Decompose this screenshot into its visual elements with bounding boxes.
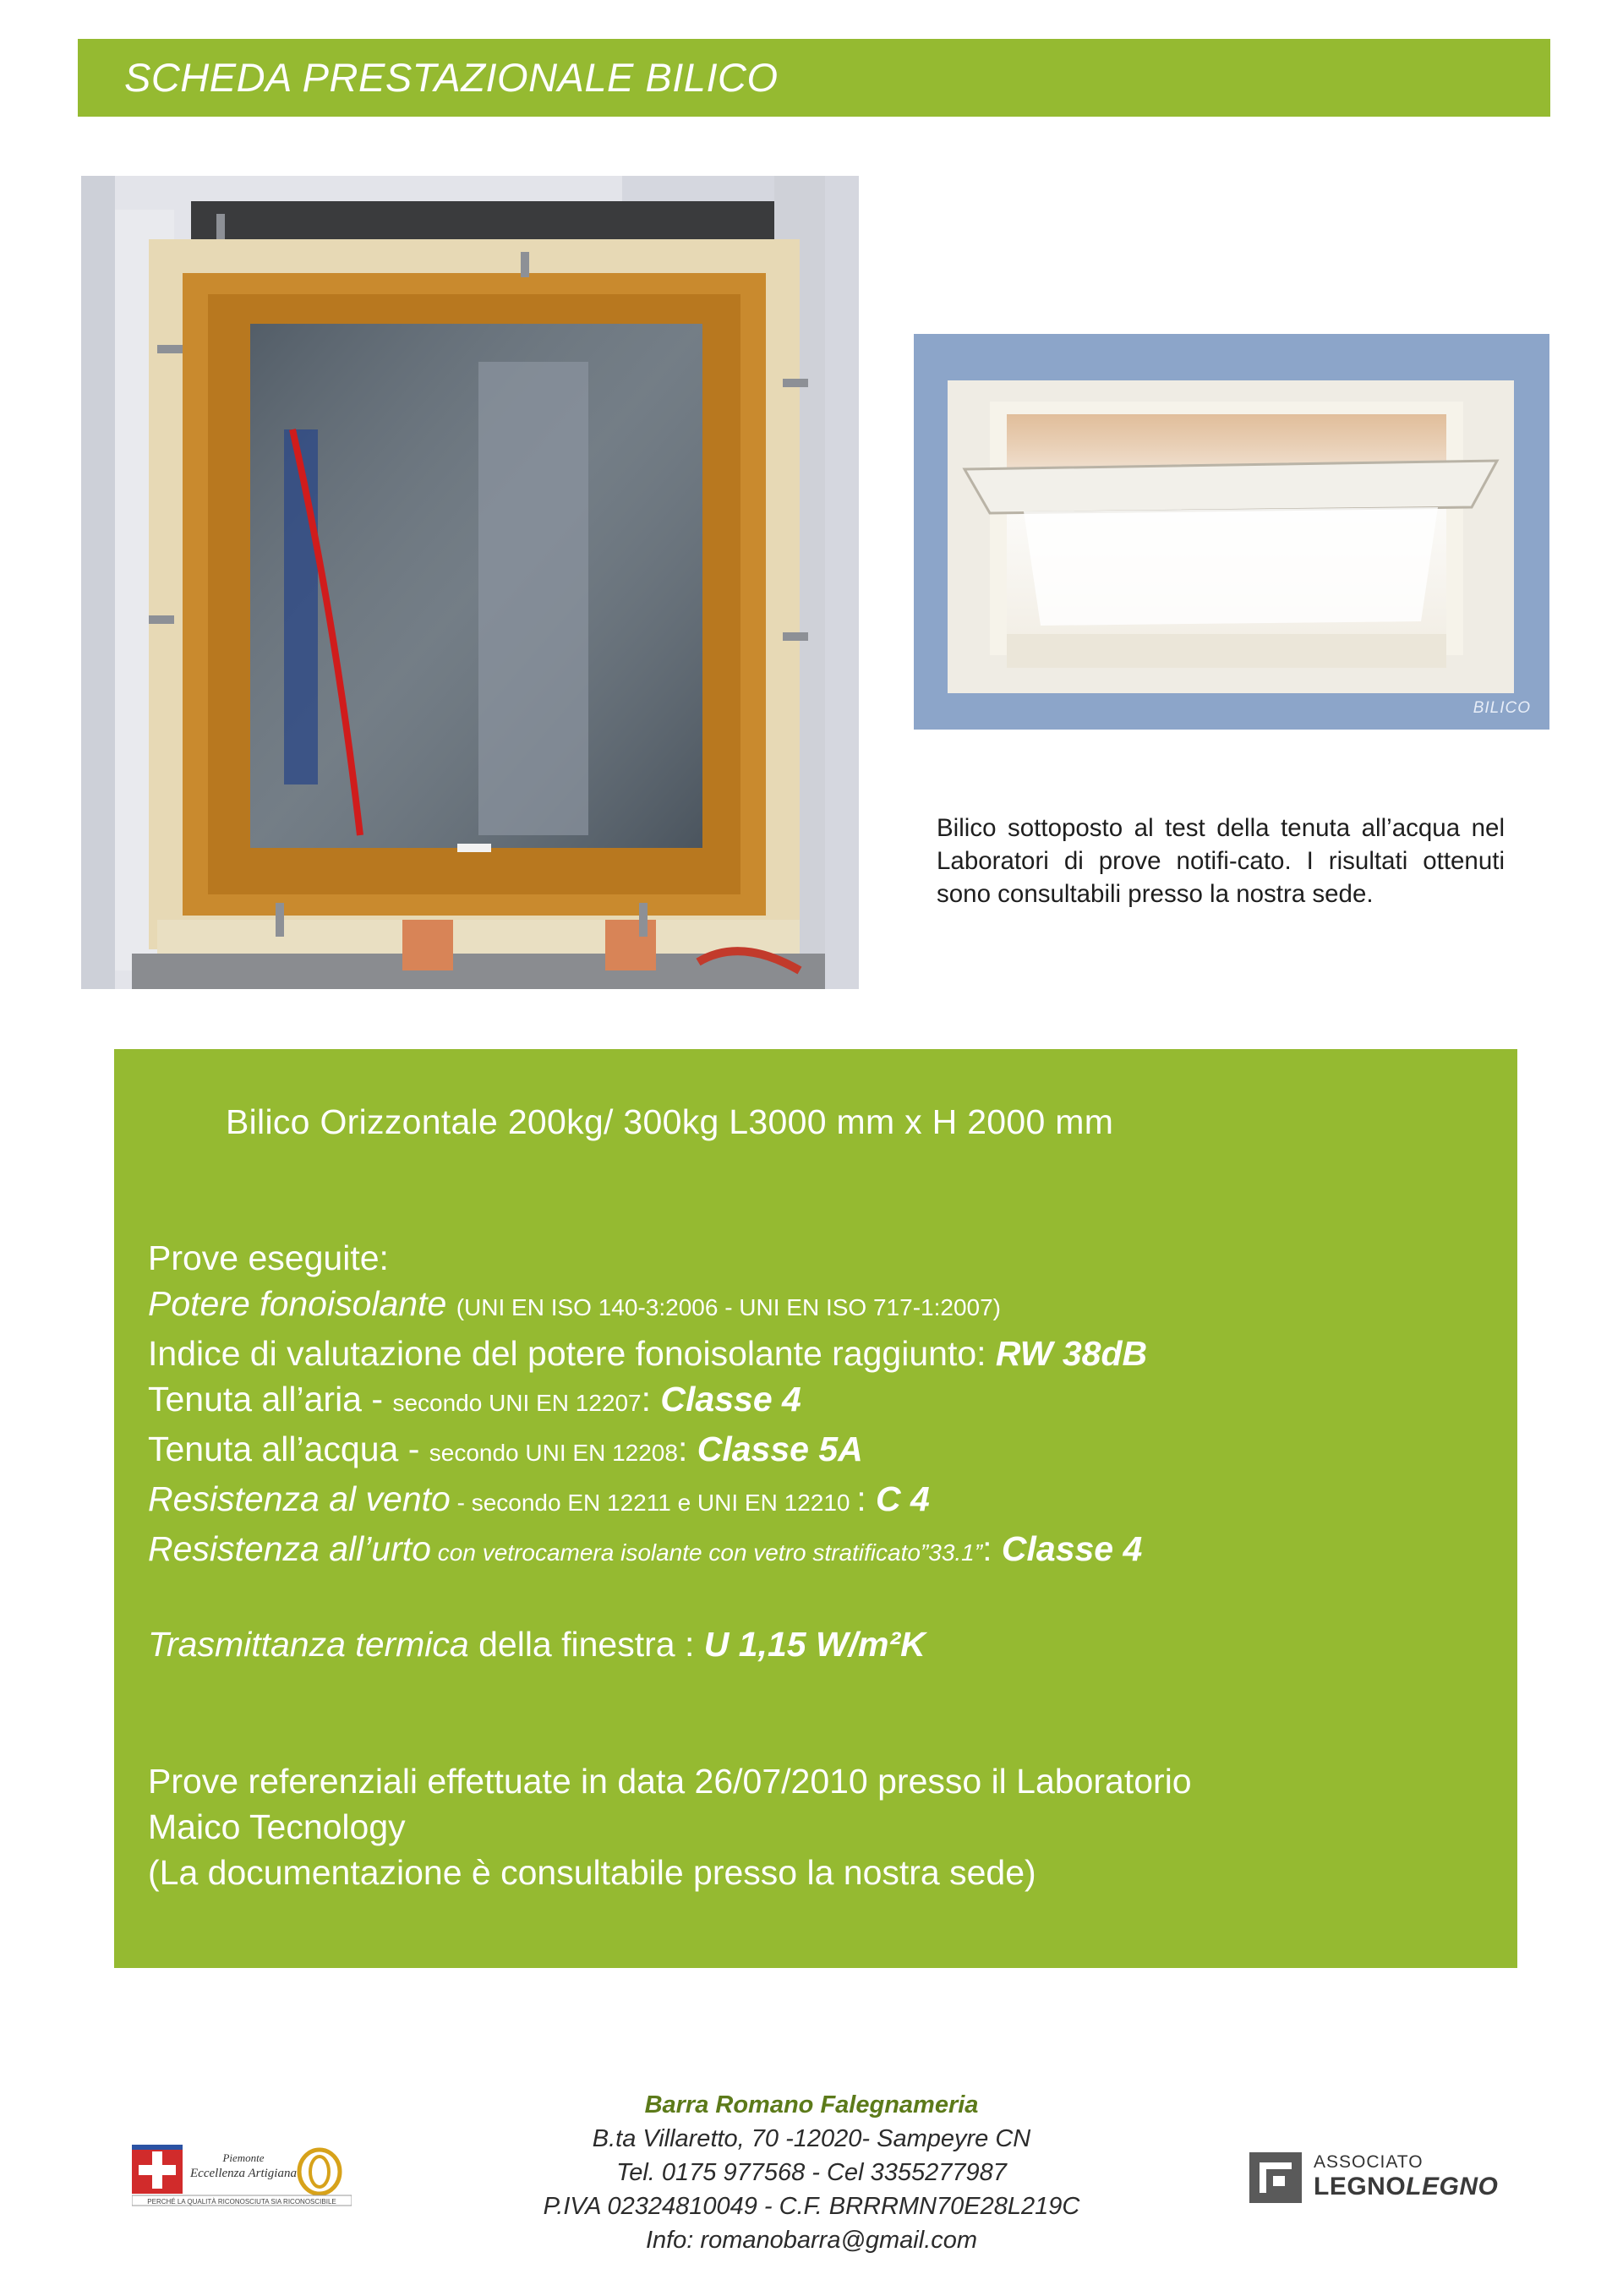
photo-bilico bbox=[914, 334, 1549, 730]
photo-caption: Bilico sottoposto al test della tenuta all’acqua nel Laboratori di prove notifi-cato. I risultati ottenuti sono consultabili presso la nostra sede. bbox=[937, 814, 1505, 909]
legnolegno-wordmark: LEGNOLEGNO bbox=[1314, 2173, 1499, 2200]
piemonte-logo-line2: Eccellenza Artigiana bbox=[190, 2167, 297, 2180]
spec-acqua: Tenuta all’acqua - secondo UNI EN 12208: Classe 5A bbox=[148, 1430, 863, 1468]
footer-email: Info: romanobarra@gmail.com bbox=[645, 2227, 978, 2254]
footer-company: Barra Romano Falegnameria bbox=[644, 2091, 979, 2118]
specs-title: Bilico Orizzontale 200kg/ 300kg L3000 mm x H 2000 mm bbox=[226, 1102, 1114, 1141]
window-test-illustration bbox=[81, 176, 859, 989]
piemonte-logo-line1: Piemonte bbox=[222, 2151, 265, 2164]
specs-box bbox=[114, 1049, 1517, 1968]
piemonte-logo-tagline: PERCHÉ LA QUALITÀ RICONOSCIUTA SIA RICONOSCIBILE bbox=[147, 2198, 336, 2206]
bilico-illustration bbox=[914, 334, 1549, 730]
ref-line-2: Maico Tecnology bbox=[148, 1807, 406, 1846]
page-title: SCHEDA PRESTAZIONALE BILICO bbox=[124, 55, 779, 100]
spec-urto: Resistenza all’urto con vetrocamera isolante con vetro stratificato”33.1”: Classe 4 bbox=[148, 1529, 1143, 1568]
header-bar bbox=[78, 39, 1550, 117]
ref-line-3: (La documentazione è consultabile presso la nostra sede) bbox=[148, 1853, 1036, 1892]
spec-indice: Indice di valutazione del potere fonoisolante raggiunto: RW 38dB bbox=[148, 1334, 1148, 1373]
ref-line-1: Prove referenziali effettuate in data 26/07/2010 presso il Laboratorio bbox=[148, 1762, 1192, 1801]
legnolegno-assoc: ASSOCIATO bbox=[1314, 2152, 1424, 2172]
logo-legnolegno bbox=[1249, 2151, 1503, 2206]
photo-window-test bbox=[81, 176, 859, 989]
spec-vento: Resistenza al vento - secondo EN 12211 e UNI EN 12210 : C 4 bbox=[148, 1479, 930, 1518]
footer-piva: P.IVA 02324810049 - C.F. BRRRMN70E28L219C bbox=[543, 2193, 1080, 2220]
bilico-photo-label: BILICO bbox=[1473, 699, 1531, 717]
spec-trasmittanza: Trasmittanza termica della finestra : U 1,15 W/m²K bbox=[148, 1625, 926, 1664]
spec-potere: Potere fonoisolante (UNI EN ISO 140-3:2006 - UNI EN ISO 717-1:2007) bbox=[148, 1284, 1001, 1323]
prove-label: Prove eseguite: bbox=[148, 1238, 389, 1277]
spec-aria: Tenuta all’aria - secondo UNI EN 12207: Classe 4 bbox=[148, 1380, 801, 1419]
specs-list bbox=[148, 1235, 1192, 1895]
footer-address: B.ta Villaretto, 70 -12020- Sampeyre CN bbox=[592, 2125, 1031, 2152]
legnolegno-logo-icon bbox=[1249, 2152, 1305, 2205]
footer-phone: Tel. 0175 977568 - Cel 3355277987 bbox=[616, 2159, 1007, 2186]
